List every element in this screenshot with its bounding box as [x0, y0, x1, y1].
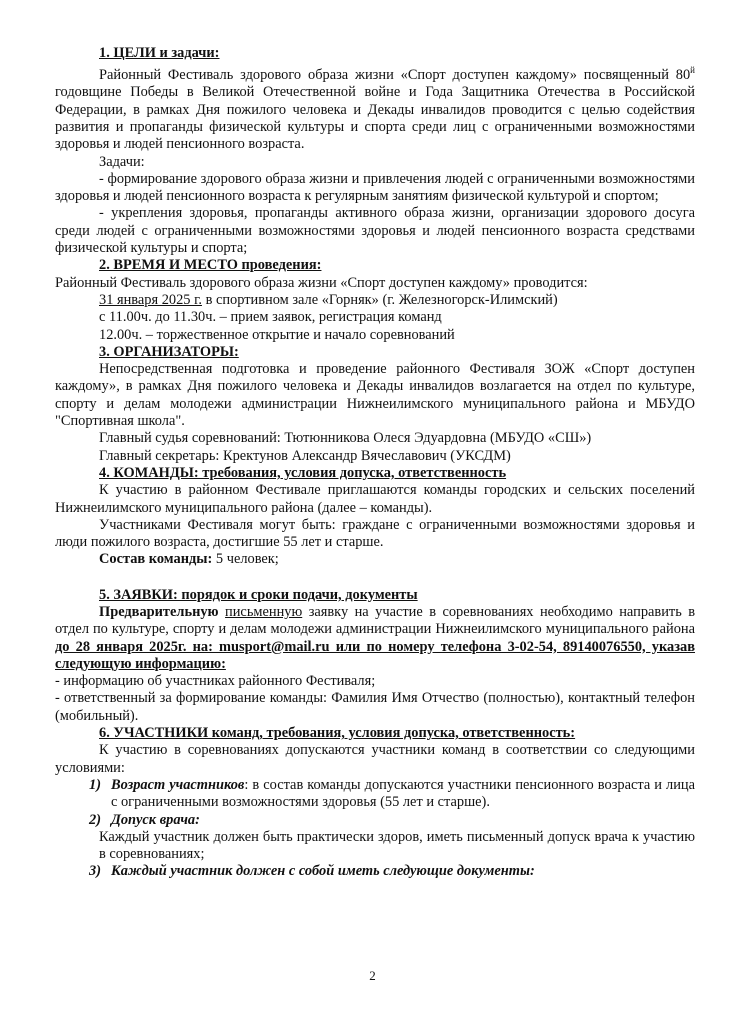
section-3-paragraph: Непосредственная подготовка и проведение районного Фестиваля ЗОЖ «Спорт доступен каждому», в рамках Дня пожилого человека и Декады инвалидов возлагается на отдел по культуре, спорту и делам молодежи администрации Нижнеилимского муниципального района и МБУДО "Спортивная школа". [55, 361, 695, 430]
task-item-1: - формирование здорового образа жизни и привлечения людей с ограниченными возможностями здоровья и людей пенсионного возраста к регулярным занятиям физической культурой и спортом; [55, 170, 695, 205]
section-4-paragraph-1: К участию в районном Фестивале приглашаются команды городских и сельских поселений Нижнеилимского муниципального района (далее – команды). [55, 482, 695, 516]
section-6-title: 6. УЧАСТНИКИ команд, требования, условия допуска, ответственность: [99, 725, 576, 742]
task-item-2: - укрепления здоровья, пропаганды активного образа жизни, организации здорового досуга среди людей с ограниченными возможностями здоровья и людей пенсионного возраста средствами физической культуры и спорта; [55, 205, 695, 257]
deadline-contact: до 28 января 2025г. на: musport@mail.ru или по номеру телефона 3-02-54, 89140076550, указав следующую информацию: [55, 638, 695, 672]
info-item-2: - ответственный за формирование команды: Фамилия Имя Отчество (полностью), контактный телефон (мобильный). [55, 690, 695, 724]
condition-item-1: 1) Возраст участников: в состав команды допускаются участники пенсионного возраста и лица с ограниченными возможностями здоровья (55 лет и старше). [89, 776, 696, 811]
chief-judge: Главный судья соревнований: Тютюнникова Олеся Эдуардовна (МБУДО «СШ») [99, 430, 592, 447]
opening-time: 12.00ч. – торжественное открытие и начало соревнований [99, 326, 455, 343]
page-number: 2 [369, 968, 376, 983]
section-4-title: 4. КОМАНДЫ: требования, условия допуска, ответственность [99, 464, 507, 481]
section-5-paragraph: Предварительную письменную заявку на участие в соревнованиях необходимо направить в отдел по культуре, спорту и делам молодежи администрации Нижнеилимского муниципального района до 28 января 2025г. на: musport@mail.ru или по номеру телефона 3-02-54, 89140076550, указав следующую информацию: [55, 604, 695, 672]
event-date: 31 января 2025 г. [99, 291, 202, 308]
document-body [55, 45, 695, 881]
team-size: Состав команды: 5 человек; [99, 551, 279, 568]
section-5-title: 5. ЗАЯВКИ: порядок и сроки подачи, документы [99, 586, 418, 603]
section-4-paragraph-2: Участниками Фестиваля могут быть: граждане с ограниченными возможностями здоровья и люди пожилого возраста, достигшие 55 лет и старше. [55, 516, 695, 551]
condition-item-2-text: Каждый участник должен быть практически здоров, иметь письменный допуск врача к участию в соревнованиях; [99, 828, 695, 863]
event-date-place: 31 января 2025 г. в спортивном зале «Горняк» (г. Железногорск-Илимский) [99, 291, 558, 308]
condition-item-3-title: 3) Каждый участник должен с собой иметь следующие документы: [89, 863, 535, 880]
section-2-paragraph: Районный Фестиваль здорового образа жизни «Спорт доступен каждому» проводится: [55, 274, 588, 291]
section-1-paragraph: Районный Фестиваль здорового образа жизни «Спорт доступен каждому» посвященный $80^й$ годовщине Победы в Великой Отечественной войне и Года Защитника Отечества в Российской Федерации, в рамках Дня пожилого человека и Декады инвалидов проводится с целью содействия развития и пропаганды физической культуры и спорта среди лиц с ограниченными возможностями здоровья и людей пенсионного возраста. [55, 65, 695, 153]
section-6-paragraph: К участию в соревнованиях допускаются участники команд в соответствии со следующими условиями: [55, 742, 695, 776]
tasks-label: Задачи: [99, 153, 145, 170]
condition-item-2-title: 2) Допуск врача: [89, 811, 200, 828]
spacer [55, 569, 695, 587]
chief-secretary: Главный секретарь: Кректунов Александр Вячеславович (УКСДМ) [99, 447, 511, 464]
registration-time: с 11.00ч. до 11.30ч. – прием заявок, регистрация команд [99, 309, 442, 326]
section-2-title: 2. ВРЕМЯ И МЕСТО проведения: [99, 257, 322, 274]
section-3-title: 3. ОРГАНИЗАТОРЫ: [99, 343, 239, 360]
section-1-title: 1. ЦЕЛИ и задачи: [99, 45, 220, 61]
info-item-1: - информацию об участниках районного Фестиваля; [55, 673, 376, 690]
